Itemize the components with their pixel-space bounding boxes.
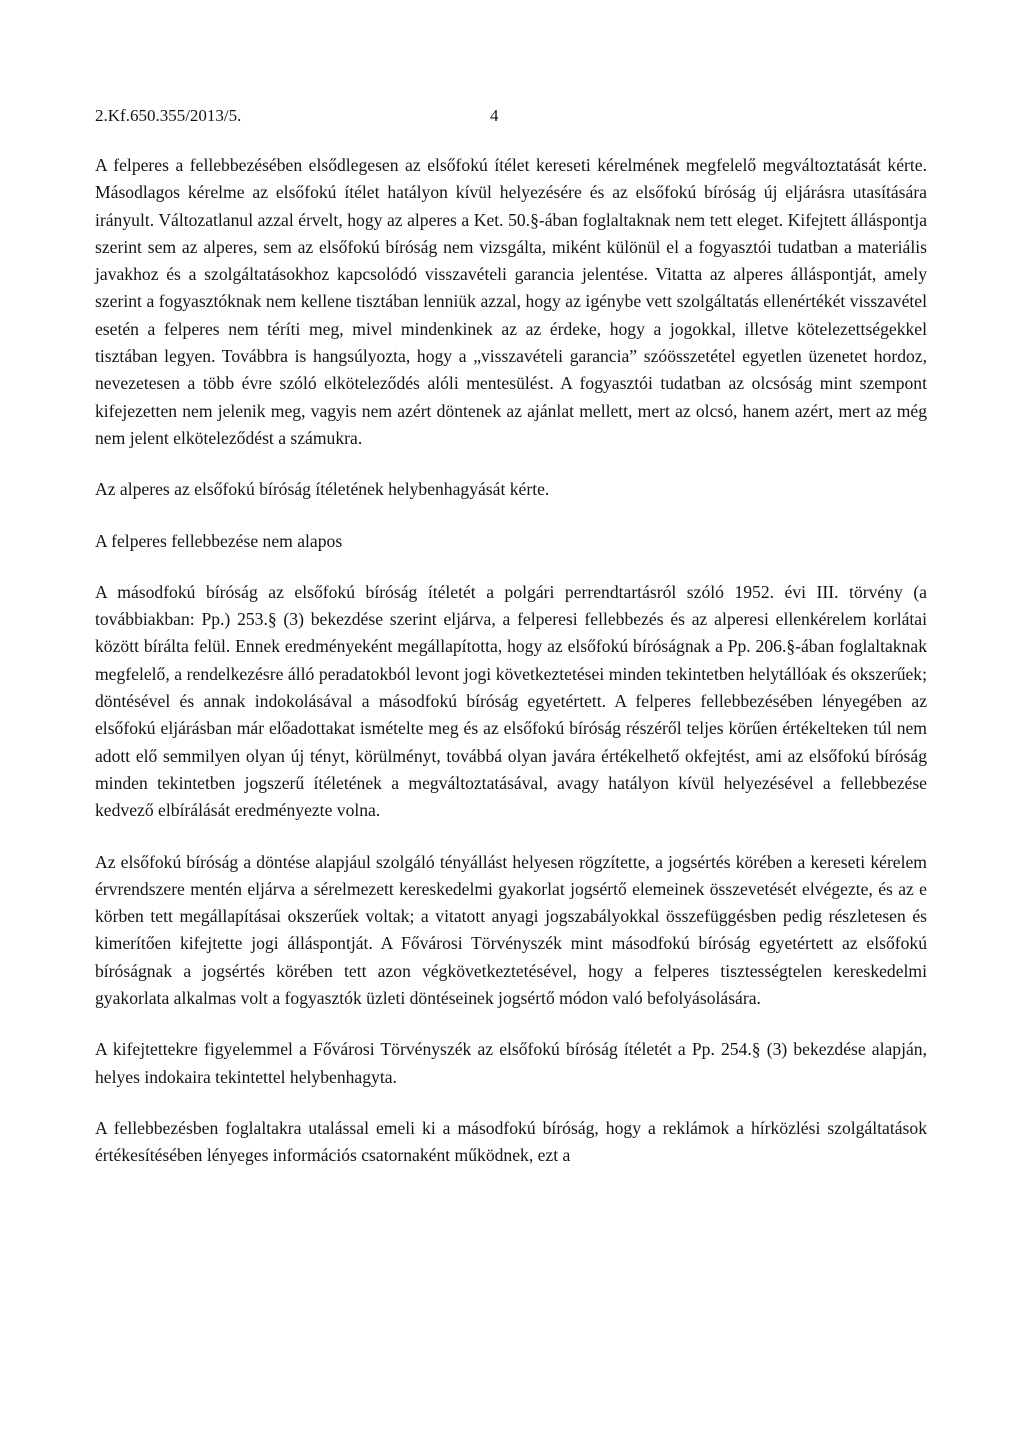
- document-body: [95, 152, 927, 1194]
- paragraph-first-instance-facts: Az elsőfokú bíróság a döntése alapjául szolgáló tényállást helyesen rögzítette, a jogsértés körében a kereseti kérelem érvrendszere mentén eljárva a sérelmezett kereskedelmi gyakorlat jogsértő elemeinek összevetését elvégezte, és az e körben tett megállapításai okszerűek voltak; a vitatott anyagi jogszabályokkal összefüggésben pedig részletesen és kimerítően kifejtette jogi álláspontját. A Fővárosi Törvényszék mint másodfokú bíróság egyetértett az elsőfokú bíróságnak a jogsértés körében tett azon végkövetkeztetésével, hogy a felperes tisztességtelen kereskedelmi gyakorlata alkalmas volt a fogyasztók üzleti döntéseinek jogsértő módon való befolyásolására.: [95, 851, 927, 1009]
- page-header: [95, 104, 927, 128]
- paragraph-appeal-unfounded: A felperes fellebbezése nem alapos: [95, 530, 343, 551]
- paragraph-appeal-request: A felperes a fellebbezésében elsődlegesen az elsőfokú ítélet kereseti kérelmének megfelelő megváltoztatását kérte. Másodlagos kérelme az elsőfokú ítélet hatályon kívül helyezésére és az elsőfokú bíróság új eljárásra utasítására irányult. Változatlanul azzal érvelt, hogy az alperes a Ket. 50.§-ában foglaltaknak nem tett eleget. Kifejtett álláspontja szerint sem az alperes, sem az elsőfokú bíróság nem vizsgálta, miként különül el a fogyasztói tudatban a materiális javakhoz és a szolgáltatásokhoz kapcsolódó visszavételi garancia jelentése. Vitatta az alperes álláspontját, amely szerint a fogyasztóknak nem kellene tisztában lenniük azzal, hogy az igénybe vett szolgáltatás ellenértékét visszavétel esetén a felperes nem téríti meg, mivel mindenkinek az az érdeke, hogy a jogokkal, illetve kötelezettségekkel tisztában legyen. Továbbra is hangsúlyozta, hogy a „visszavételi garancia” szóösszetétel egyetlen üzenetet hordoz, nevezetesen a több évre szóló elköteleződés alóli mentesülést. A fogyasztói tudatban az olcsóság mint szempont kifejezetten nem jelenik meg, vagyis nem azért döntenek az ajánlat mellett, mert az olcsó, hanem azért, mert az még nem jelent elköteleződést a számukra.: [95, 155, 927, 448]
- paragraph-defendant-request: Az alperes az elsőfokú bíróság ítéletének helybenhagyását kérte.: [95, 479, 550, 500]
- paragraph-second-instance-review: A másodfokú bíróság az elsőfokú bíróság ítéletét a polgári perrendtartásról szóló 1952. évi III. törvény (a továbbiakban: Pp.) 253.§ (3) bekezdése szerint eljárva, a felperesi fellebbezés és az alperesi ellenkérelem korlátai között bírálta felül. Ennek eredményeként megállapította, hogy az elsőfokú bíróságnak a Pp. 206.§-ában foglaltaknak megfelelő, a rendelkezésre álló peradatokból levont jogi következtetései minden tekintetben helytállóak és okszerűek; döntésével és annak indokolásával a másodfokú bíróság egyetértett. A felperes fellebbezésében lényegében az elsőfokú eljárásban már előadottakat ismételte meg és az elsőfokú bíróság részéről teljes körűen értékelteken túl nem adott elő semmilyen olyan új tényt, körülményt, továbbá olyan javára értékelhető okfejtést, ami az elsőfokú bíróság minden tekintetben jogszerű ítéletének a megváltoztatásával, avagy hatályon kívül helyezésével a fellebbezése kedvező elbírálását eredményezte volna.: [95, 581, 927, 821]
- page-number: 4: [490, 106, 499, 125]
- paragraph-advertising-note: A fellebbezésben foglaltakra utalással emeli ki a másodfokú bíróság, hogy a reklámok a hírközlési szolgáltatások értékesítésében lényeges információs csatornaként működnek, ezt a: [95, 1117, 927, 1166]
- paragraph-judgment-upheld: A kifejtettekre figyelemmel a Fővárosi Törvényszék az elsőfokú bíróság ítéletét a Pp. 254.§ (3) bekezdése alapján, helyes indokaira tekintettel helybenhagyta.: [95, 1039, 927, 1087]
- case-number: 2.Kf.650.355/2013/5.: [95, 106, 242, 125]
